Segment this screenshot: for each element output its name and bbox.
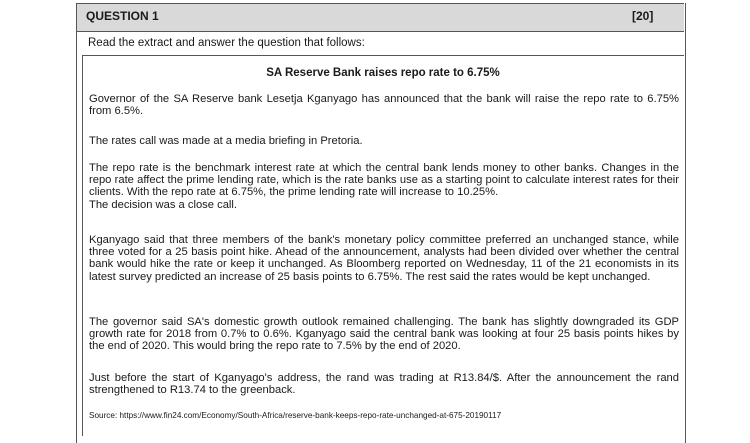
article-paragraph xyxy=(89,162,679,211)
question-marks: [20] xyxy=(632,9,654,23)
article-headline: SA Reserve Bank raises repo rate to 6.75% xyxy=(266,67,500,79)
article-paragraph: The governor said SA's domestic growth outlook remained challenging. The bank has slightly downgraded its GDP growth rate for 2018 from 0.7% to 0.6%. Kganyago said the central bank was looking at four 25 basis points hikes by the end of 2020. This would bring the repo rate to 7.5% by the end of 2020. xyxy=(89,316,679,353)
article-paragraph-text: The repo rate is the benchmark interest rate at which the central bank lends money to other banks. Changes in the repo rate affect the prime lending rate, which is the rate banks use as a starting point to calculate interest rates for their clients. With the repo rate at 6.75%, the prime lending rate will increase to 10.25%. xyxy=(89,162,679,199)
article-paragraph: The rates call was made at a media briefing in Pretoria. xyxy=(89,135,363,147)
article-paragraph: Kganyago said that three members of the bank's monetary policy committee preferred an unchanged stance, while three voted for a 25 basis point hike. Ahead of the announcement, analysts had been divided over whether the central bank would hike the rate or keep it unchanged. As Bloomberg reported on Wednesday, 11 of the 21 economists in its latest survey predicted an increase of 25 basis points to 6.75%. The rest said the rates would be kept unchanged. xyxy=(89,234,679,283)
question-title: QUESTION 1 xyxy=(86,9,159,23)
instruction-text: Read the extract and answer the question that follows: xyxy=(88,37,365,49)
source-citation: Source: https://www.fin24.com/Economy/South-Africa/reserve-bank-keeps-repo-rate-unchanged-at-675-20190117 xyxy=(89,411,502,420)
article-paragraph-text: The decision was a close call. xyxy=(89,198,237,211)
article-paragraph: Governor of the SA Reserve bank Lesetja Kganyago has announced that the bank will raise the repo rate to 6.75% from 6.5%. xyxy=(89,93,679,118)
question-header xyxy=(77,3,684,32)
article-paragraph: Just before the start of Kganyago's address, the rand was trading at R13.84/$. After the announcement the rand strengthened to R13.74 to the greenback. xyxy=(89,372,679,397)
